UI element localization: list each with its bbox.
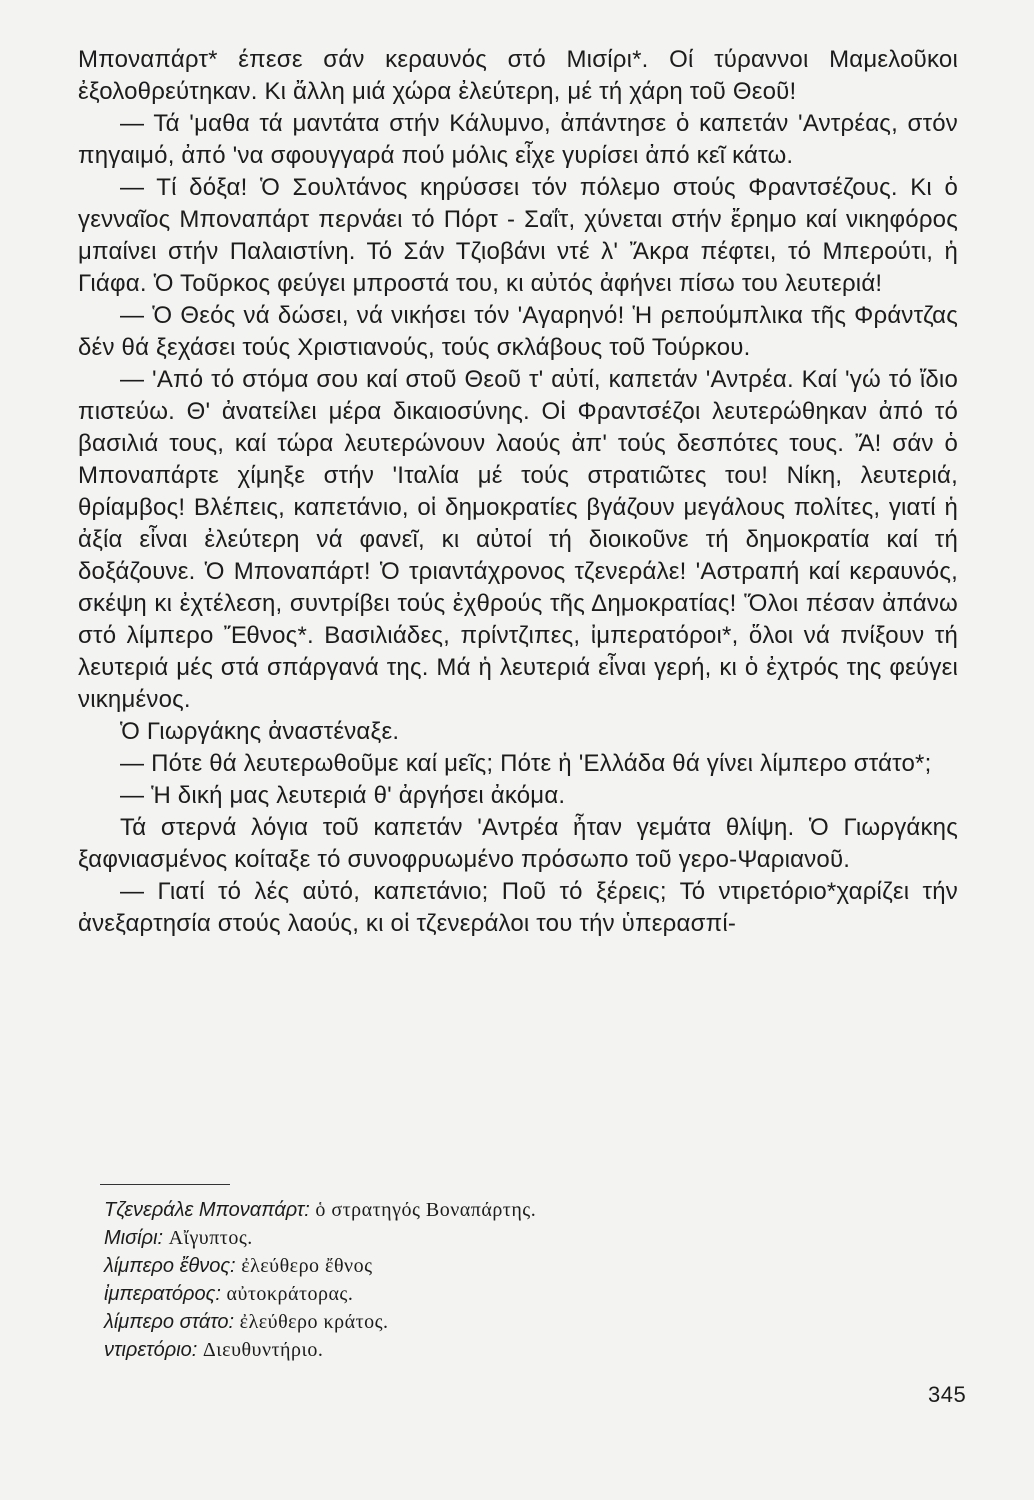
footnote-definition: ὁ στρατηγός Βοναπάρτης. [315, 1199, 537, 1221]
footnote [104, 1196, 804, 1224]
footnote-definition: αὐτοκράτορας. [226, 1283, 354, 1305]
footnote [104, 1280, 804, 1308]
paragraph-4: — Ὁ Θεός νά δώσει, νά νικήσει τόν 'Αγαρηνό! Ἡ ρεπούμπλικα τῆς Φράντζας δέν θά ξεχάσει τούς Χριστιανούς, τούς σκλάβους τοῦ Τούρκου. [78, 302, 958, 361]
paragraph-3: — Τί δόξα! Ὁ Σουλτάνος κηρύσσει τόν πόλεμο στούς Φραντσέζους. Κι ὁ γενναῖος Μποναπάρτ περνάει τό Πόρτ - Σαΐτ, χύνεται στήν ἔρημο καί νικηφόρος μπαίνει στήν Παλαιστίνη. Τό Σάν Τζιοβάνι ντέ λ' Ἄκρα πέφτει, τό Μπερούτι, ἡ Γιάφα. Ὁ Τοῦρκος φεύγει μπροστά του, κι αὐτός ἀφήνει πίσω του λευτεριά! [78, 174, 958, 297]
footnote-definition: ἐλεύθερο κράτος. [239, 1311, 389, 1333]
footnote-divider [100, 1184, 230, 1185]
footnote-definition: Διευθυντήριο. [202, 1339, 324, 1361]
paragraph-7: — Πότε θά λευτερωθοῦμε καί μεῖς; Πότε ἡ 'Ελλάδα θά γίνει λίμπερο στάτο*; [120, 750, 932, 777]
footnote [104, 1224, 804, 1252]
footnote [104, 1308, 804, 1336]
paragraph-6: Ὁ Γιωργάκης ἀναστέναξε. [120, 718, 400, 745]
paragraph-1: Μποναπάρτ* έπεσε σάν κεραυνός στό Μισίρι*. Οί τύραννοι Μαμελοῦκοι ἐξολοθρεύτηκαν. Κι ἄλλη μιά χώρα ἐλεύτερη, μέ τή χάρη τοῦ Θεοῦ! [78, 46, 958, 105]
paragraph-10: — Γιατί τό λές αὐτό, καπετάνιο; Ποῦ τό ξέρεις; Τό ντιρετόριο*χαρίζει τήν ἀνεξαρτησία στούς λαούς, κι οἱ τζενεράλοι του τήν ὑπερασπί- [78, 878, 958, 937]
footnote [104, 1336, 804, 1364]
footnote-definition: Αἴγυπτος. [168, 1227, 253, 1249]
footnote-term: Μισίρι: [104, 1227, 164, 1249]
footnotes [104, 1196, 804, 1364]
footnote-term: λίμπερο ἔθνος: [104, 1255, 236, 1277]
paragraph-2: — Τά 'μαθα τά μαντάτα στήν Κάλυμνο, ἀπάντησε ὁ καπετάν 'Αντρέας, στόν πηγαιμό, ἀπό 'να σφουγγαρά πού μόλις εἶχε γυρίσει ἀπό κεῖ κάτω. [78, 110, 958, 169]
footnote-term: λίμπερο στάτο: [104, 1311, 235, 1333]
paragraph-5: — 'Από τό στόμα σου καί στοῦ Θεοῦ τ' αὐτί, καπετάν 'Αντρέα. Καί 'γώ τό ἴδιο πιστεύω. Θ' ἀνατείλει μέρα δικαιοσύνης. Οἱ Φραντσέζοι λευτερώθηκαν ἀπό τό βασιλιά τους, καί τώρα λευτερώνουν λαούς ἀπ' τούς δεσπότες τους. Ἄ! σάν ὁ Μποναπάρτε χίμηξε στήν 'Ιταλία μέ τούς στρατιῶτες του! Νίκη, λευτεριά, θρίαμβος! Βλέπεις, καπετάνιο, οἱ δημοκρατίες βγάζουν μεγάλους πολίτες, γιατί ἡ ἀξία εἶναι ἐλεύτερη νά φανεῖ, κι αὐτοί τή διοικοῦνε τή δημοκρατία καί τή δοξάζουνε. Ὁ Μποναπάρτ! Ὁ τριαντάχρονος τζενεράλε! 'Αστραπή καί κεραυνός, σκέψη κι ἐχτέλεση, συντρίβει τούς ἐχθρούς τῆς Δημοκρατίας! Ὅλοι πέσαν ἀπάνω στό λίμπερο Ἔθνος*. Βασιλιάδες, πρίντζιπες, ἰμπερατόροι*, ὅλοι νά πνίξουν τή λευτεριά μές στά σπάργανά της. Μά ἡ λευτεριά εἶναι γερή, κι ὁ ἐχτρός της φεύγει νικημένος. [78, 366, 958, 713]
page-number: 345 [928, 1382, 967, 1407]
body-text [78, 44, 958, 940]
footnote-term: ντιρετόριο: [104, 1339, 198, 1361]
footnote [104, 1252, 804, 1280]
footnote-definition: ἐλεύθερο ἔθνος [241, 1255, 373, 1277]
paragraph-9: Τά στερνά λόγια τοῦ καπετάν 'Αντρέα ἦταν γεμάτα θλίψη. Ὁ Γιωργάκης ξαφνιασμένος κοίταξε τό συνοφρυωμένο πρόσωπο τοῦ γερο-Ψαριανοῦ. [78, 814, 958, 873]
footnote-term: ἰμπερατόρος: [104, 1283, 221, 1305]
footnote-term: Τζενεράλε Μποναπάρτ: [104, 1199, 310, 1221]
paragraph-8: — Ἡ δική μας λευτεριά θ' ἀργήσει ἀκόμα. [120, 782, 566, 809]
